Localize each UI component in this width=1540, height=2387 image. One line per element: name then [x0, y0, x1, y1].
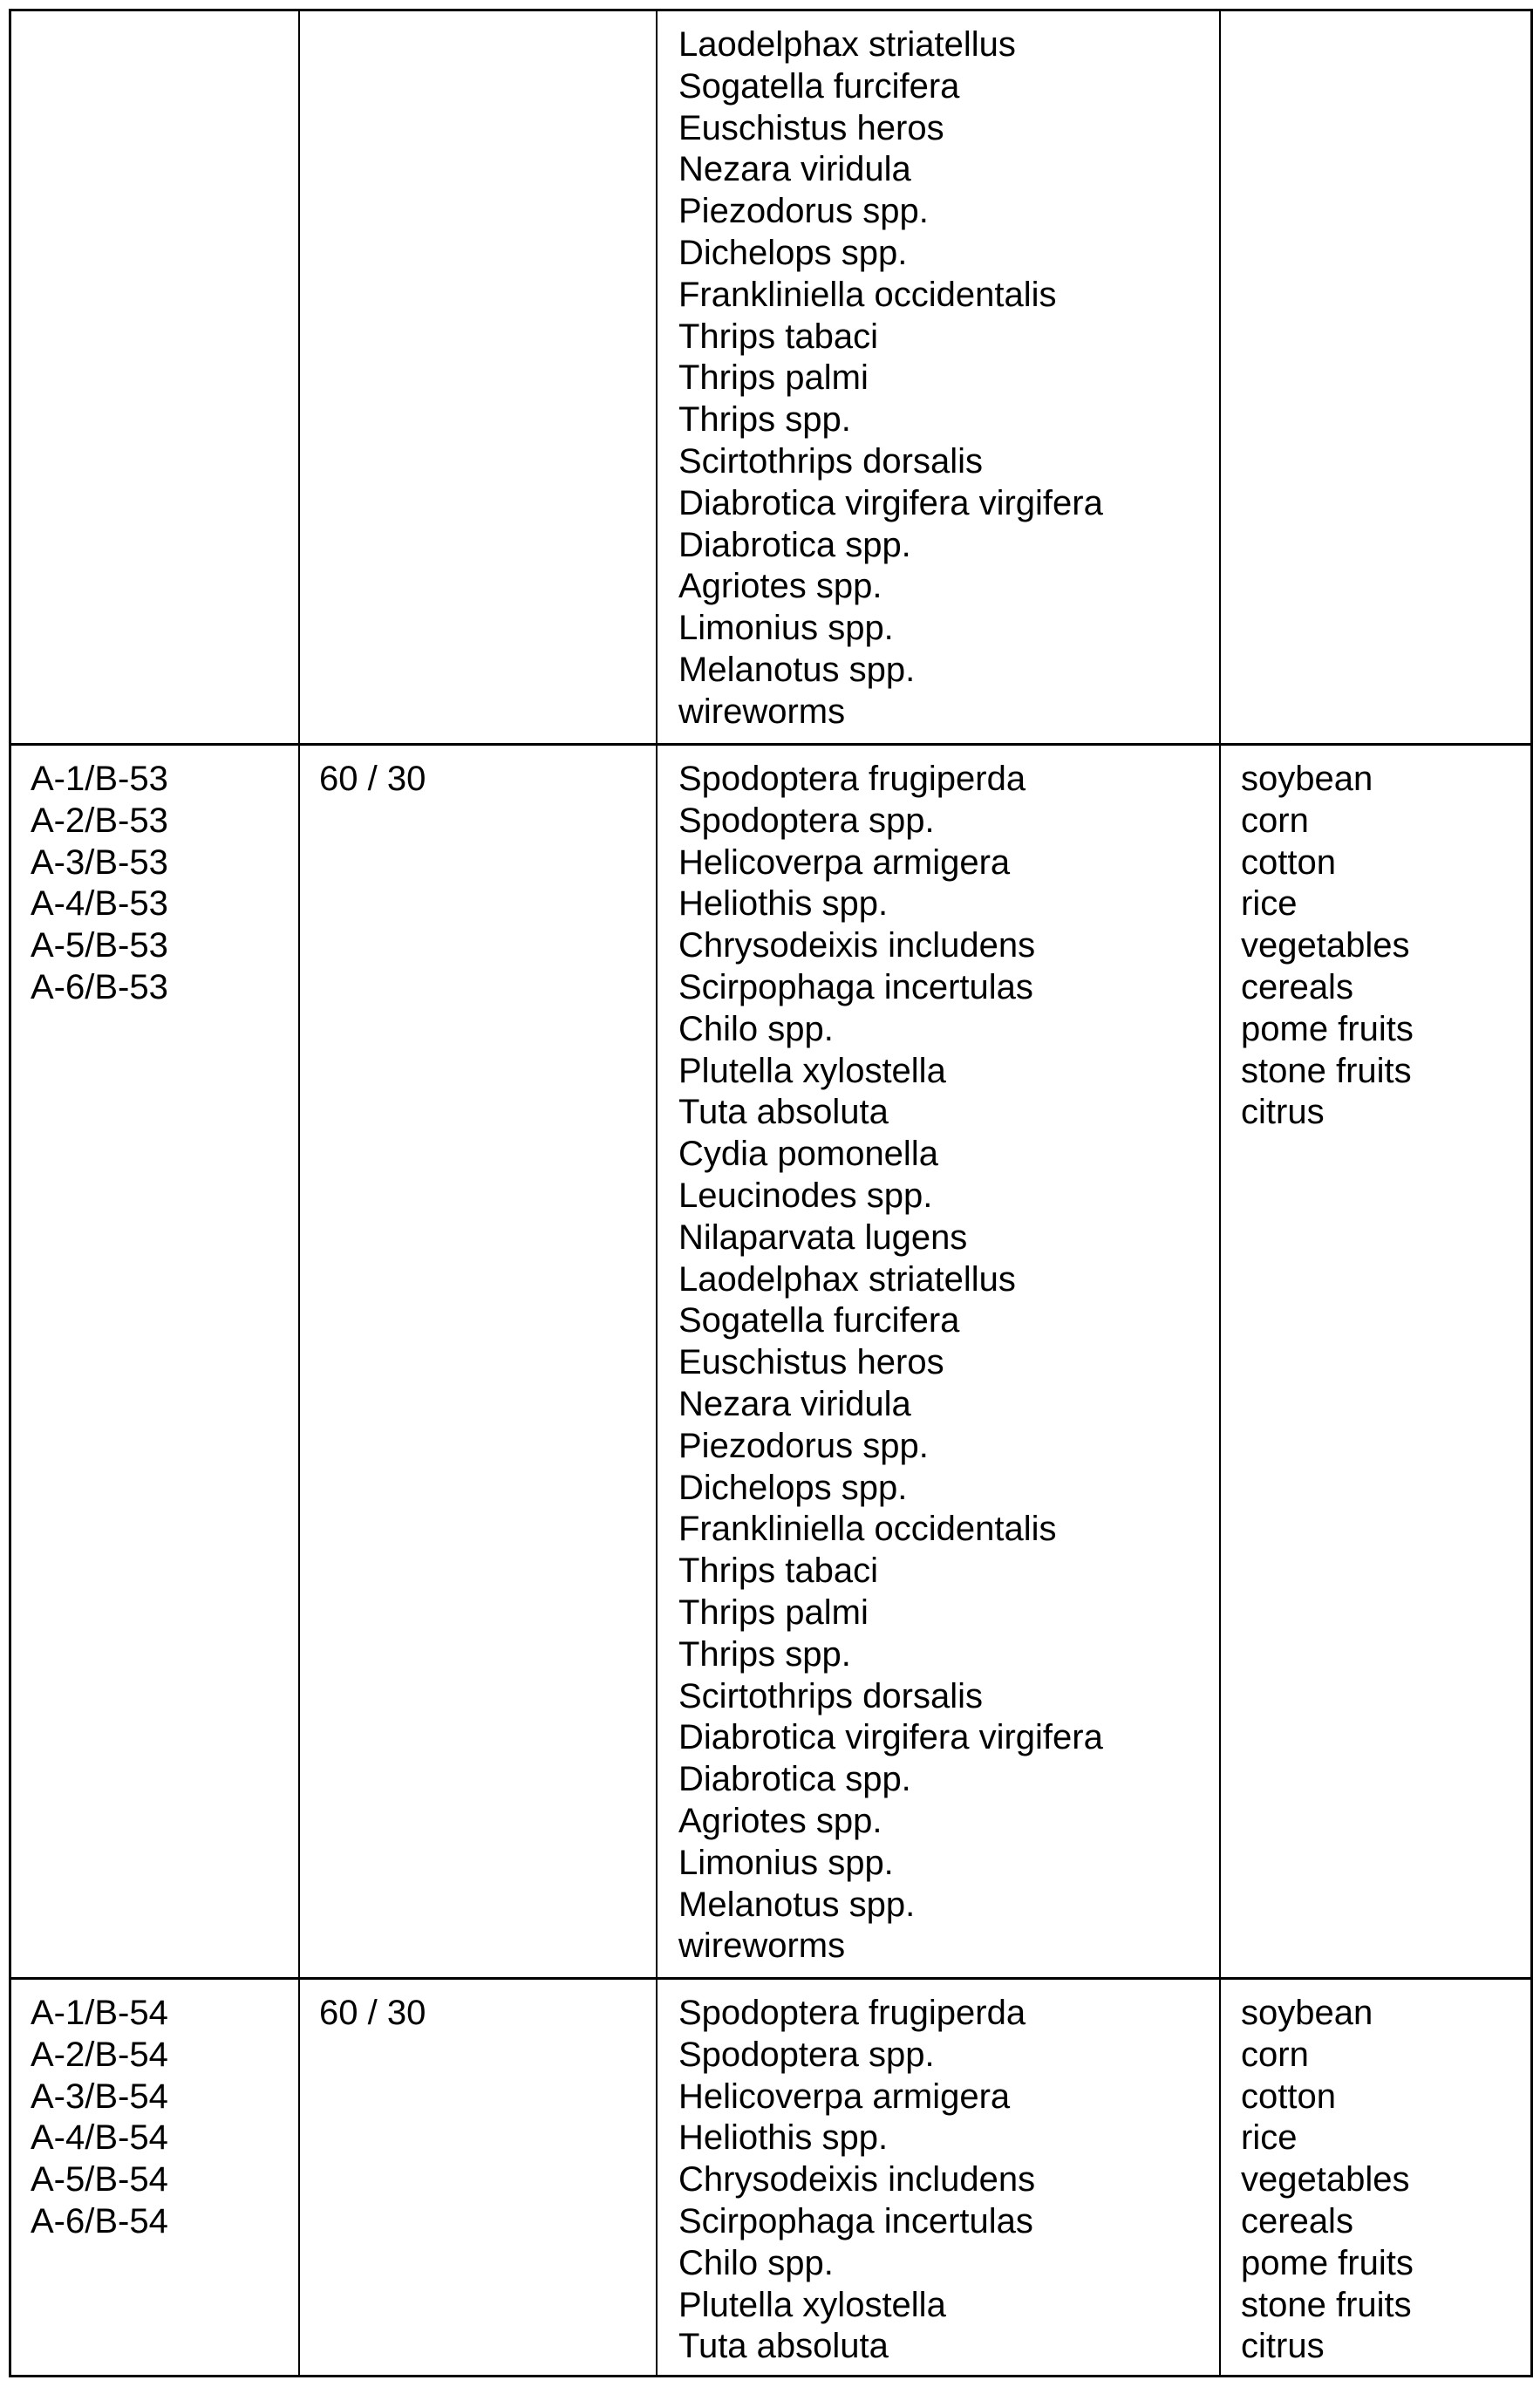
crops-item: cereals	[1241, 967, 1353, 1006]
pests-item: Melanotus spp.	[678, 650, 916, 689]
ratio-cell	[298, 11, 656, 743]
pests-item: Thrips tabaci	[678, 317, 878, 356]
composition-item: A-4/B-54	[31, 2118, 168, 2158]
pests-item: Agriotes spp.	[678, 1801, 882, 1840]
crops-item: rice	[1241, 884, 1298, 924]
pests-item: Heliothis spp.	[678, 884, 889, 924]
pests-item: Helicoverpa armigera	[678, 842, 1011, 882]
pests-item: Melanotus spp.	[678, 1885, 916, 1924]
pests-item: Scirpophaga incertulas	[678, 2201, 1033, 2240]
ratio-cell	[298, 1980, 656, 2377]
composition-item: A-6/B-53	[31, 967, 168, 1006]
pests-item: Thrips palmi	[678, 358, 869, 398]
pests-item: Cydia pomonella	[678, 1135, 938, 1174]
pests-item: Diabrotica virgifera virgifera	[678, 1718, 1103, 1757]
composition-item: A-5/B-53	[31, 926, 168, 965]
crops-item: cereals	[1241, 2201, 1353, 2240]
table-row	[11, 11, 1530, 743]
pests-item: Dichelops spp.	[678, 1468, 908, 1507]
pests-item: Thrips tabaci	[678, 1552, 878, 1591]
ratio-value: 60 / 30	[319, 760, 426, 798]
crops-item: vegetables	[1241, 926, 1410, 965]
pests-item: Diabrotica spp.	[678, 1760, 911, 1799]
crops-item: vegetables	[1241, 2160, 1410, 2199]
crops-item: cotton	[1241, 2077, 1336, 2116]
pest-control-table	[9, 9, 1533, 2377]
pests-item: Chrysodeixis includens	[678, 926, 1036, 965]
composition-item: A-6/B-54	[31, 2201, 168, 2240]
pests-item: Euschistus heros	[678, 1343, 944, 1382]
crops-item: stone fruits	[1241, 1051, 1412, 1090]
pests-item: Heliothis spp.	[678, 2118, 889, 2158]
pests-item: Agriotes spp.	[678, 567, 882, 606]
pests-item: wireworms	[678, 1927, 846, 1966]
pests-item: Plutella xylostella	[678, 2285, 946, 2324]
pests-item: Leucinodes spp.	[678, 1176, 933, 1215]
crops-cell	[1219, 11, 1530, 743]
pests-cell	[656, 11, 1219, 743]
pests-cell	[656, 1980, 1219, 2377]
pests-item: Laodelphax striatellus	[678, 1259, 1016, 1299]
pests-item: Frankliniella occidentalis	[678, 1510, 1057, 1549]
pests-item: Chilo spp.	[678, 2243, 834, 2282]
pests-item: Thrips spp.	[678, 400, 851, 440]
pests-item: Nilaparvata lugens	[678, 1217, 968, 1257]
pests-item: wireworms	[678, 692, 846, 731]
composition-cell	[11, 1980, 298, 2377]
pests-item: Scirtothrips dorsalis	[678, 441, 984, 481]
pests-item: Plutella xylostella	[678, 1051, 946, 1090]
crops-item: stone fruits	[1241, 2285, 1412, 2324]
composition-item: A-2/B-53	[31, 801, 168, 840]
pests-item: Chrysodeixis includens	[678, 2160, 1036, 2199]
composition-item: A-1/B-54	[31, 1994, 168, 2032]
pests-item: Scirpophaga incertulas	[678, 967, 1033, 1006]
pests-item: Nezara viridula	[678, 1384, 911, 1423]
composition-item: A-3/B-53	[31, 842, 168, 882]
pests-item: Sogatella furcifera	[678, 66, 960, 106]
crops-item: soybean	[1241, 1994, 1373, 2032]
composition-cell	[11, 746, 298, 1980]
table-row	[11, 1977, 1530, 2377]
pests-item: Chilo spp.	[678, 1009, 834, 1048]
pests-item: Sogatella furcifera	[678, 1301, 960, 1340]
crops-cell	[1219, 1980, 1530, 2377]
pests-item: Thrips spp.	[678, 1634, 851, 1674]
crops-item: soybean	[1241, 760, 1373, 798]
crops-item: rice	[1241, 2118, 1298, 2158]
composition-item: A-4/B-53	[31, 884, 168, 924]
pests-item: Scirtothrips dorsalis	[678, 1676, 984, 1715]
pests-item: Tuta absoluta	[678, 1093, 889, 1132]
ratio-cell	[298, 746, 656, 1980]
composition-item: A-1/B-53	[31, 760, 168, 798]
pests-item: Spodoptera spp.	[678, 2035, 935, 2074]
composition-item: A-2/B-54	[31, 2035, 168, 2074]
pests-item: Diabrotica spp.	[678, 525, 911, 564]
crops-item: citrus	[1241, 2327, 1325, 2366]
pests-item: Spodoptera frugiperda	[678, 1994, 1026, 2032]
composition-item: A-5/B-54	[31, 2160, 168, 2199]
crops-item: pome fruits	[1241, 1009, 1414, 1048]
crops-item: citrus	[1241, 1093, 1325, 1132]
crops-item: corn	[1241, 2035, 1309, 2074]
pests-item: Laodelphax striatellus	[678, 25, 1016, 64]
pests-item: Piezodorus spp.	[678, 1426, 929, 1465]
pests-item: Euschistus heros	[678, 108, 944, 147]
pests-item: Limonius spp.	[678, 609, 894, 648]
pests-item: Thrips palmi	[678, 1592, 869, 1632]
pests-item: Frankliniella occidentalis	[678, 275, 1057, 314]
pests-item: Spodoptera spp.	[678, 801, 935, 840]
crops-item: corn	[1241, 801, 1309, 840]
composition-cell	[11, 11, 298, 743]
pests-item: Limonius spp.	[678, 1843, 894, 1882]
pests-item: Dichelops spp.	[678, 233, 908, 272]
crops-item: cotton	[1241, 842, 1336, 882]
composition-item: A-3/B-54	[31, 2077, 168, 2116]
pests-item: Helicoverpa armigera	[678, 2077, 1011, 2116]
pests-item: Diabrotica virgifera virgifera	[678, 483, 1103, 522]
pests-item: Nezara viridula	[678, 150, 911, 189]
table-row	[11, 743, 1530, 1980]
ratio-value: 60 / 30	[319, 1994, 426, 2032]
pests-item: Tuta absoluta	[678, 2327, 889, 2366]
pests-item: Piezodorus spp.	[678, 192, 929, 231]
crops-cell	[1219, 746, 1530, 1980]
pests-cell	[656, 746, 1219, 1980]
crops-item: pome fruits	[1241, 2243, 1414, 2282]
pests-item: Spodoptera frugiperda	[678, 760, 1026, 798]
